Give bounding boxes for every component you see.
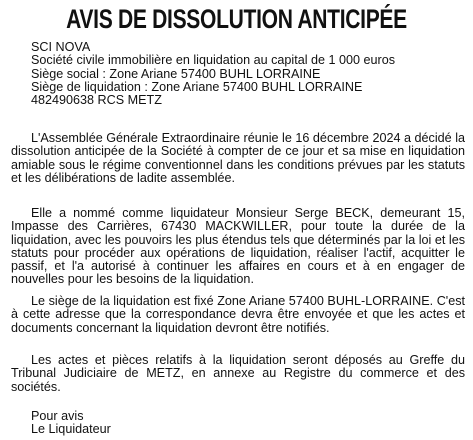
signatory: Le Liquidateur (31, 422, 111, 437)
company-name: SCI NOVA (31, 40, 91, 54)
registered-office: Siège social : Zone Ariane 57400 BUHL LORRAINE (31, 66, 321, 81)
company-header (31, 41, 395, 107)
closing-text: Pour avis (31, 409, 84, 423)
paragraph-liquidator-appointment: Elle a nommé comme liquidateur Monsieur Serge BECK, demeurant 15, Impasse des Carrières, 67430 MACKWILLER, pour toute la durée de la liquidation, avec les pouvoirs les plus étendus tels que déterminés par la loi et les statuts pour procéder aux opérations de liquidation, réaliser l'actif, acquitter le passif, et l'a autorisé à continuer les affaires en cours et à en engager de nouvelles pour les besoins de la liquidation. (11, 206, 465, 287)
liquidation-office: Siège de liquidation : Zone Ariane 57400 BUHL LORRAINE (31, 79, 363, 94)
paragraph-liquidation-seat: Le siège de la liquidation est fixé Zone Ariane 57400 BUHL-LORRAINE. C'est à cette adresse que la correspondance devra être envoyée et que les actes et documents concernant la liquidation devront être notifiés. (11, 294, 465, 335)
signature-block (31, 410, 111, 437)
notice-title: AVIS DE DISSOLUTION ANTICIPÉE (66, 4, 407, 34)
rcs-registration: 482490638 RCS METZ (31, 93, 162, 108)
paragraph-dissolution-decision: L'Assemblée Générale Extraordinaire réunie le 16 décembre 2024 a décidé la dissolution anticipée de la Société à compter de ce jour et sa mise en liquidation amiable sous le régime conventionnel dans les conditions prévues par les statuts et les délibérations de ladite assemblée. (11, 131, 465, 185)
paragraph-filing: Les actes et pièces relatifs à la liquidation seront déposés au Greffe du Tribunal Judiciaire de METZ, en annexe au Registre du commerce et des sociétés. (11, 353, 465, 394)
company-description: Société civile immobilière en liquidation au capital de 1 000 euros (31, 53, 396, 68)
